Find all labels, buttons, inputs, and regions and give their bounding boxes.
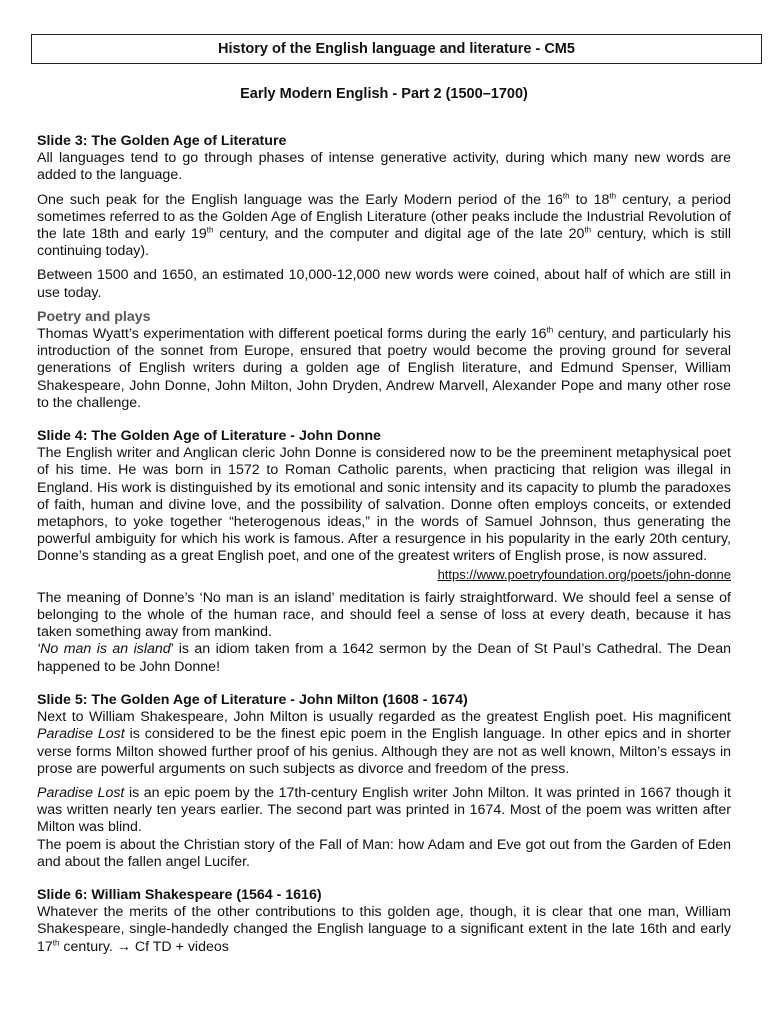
slide3-paragraph-1: All languages tend to go through phases of intense generative activity, during which many new words are added to the language. — [37, 150, 731, 184]
slide3-paragraph-3: Between 1500 and 1650, an estimated 10,000-12,000 new words were coined, about half of which are still in use today. — [37, 267, 731, 301]
slide6-heading: Slide 6: William Shakespeare (1564 - 1616) — [37, 886, 322, 903]
document-subtitle: Early Modern English - Part 2 (1500–1700) — [240, 86, 528, 102]
slide6-paragraph-1: Whatever the merits of the other contributions to this golden age, though, it is clear that one man, William Shakespeare, single-handedly changed the English language to a significant extent in the late 16th and early 17th century. → Cf TD + videos — [37, 904, 731, 955]
slide4-heading: Slide 4: The Golden Age of Literature - John Donne — [37, 428, 381, 445]
slide3-paragraph-4: Thomas Wyatt’s experimentation with different poetical forms during the early 16th century, and particularly his introduction of the sonnet from Europe, ensured that poetry would become the proving ground for several generations of English writers during a golden age of English literature, and Edmund Spenser, William Shakespeare, John Donne, John Milton, John Dryden, Andrew Marvell, Alexander Pope and many other rose to the challenge. — [37, 325, 731, 411]
source-link[interactable]: https://www.poetryfoundation.org/poets/john-donne — [437, 566, 731, 582]
document-title: History of the English language and literature - CM5 — [218, 41, 575, 57]
slide5-heading: Slide 5: The Golden Age of Literature - John Milton (1608 - 1674) — [37, 691, 468, 708]
slide3-paragraph-2: One such peak for the English language was the Early Modern period of the 16th to 18th century, a period sometimes referred to as the Golden Age of English Literature (other peaks include the Industrial Revolution of the late 18th and early 19th century, and the computer and digital age of the late 20th century, which is still continuing today). — [37, 190, 731, 260]
document-body — [37, 133, 731, 956]
slide3-heading: Slide 3: The Golden Age of Literature — [37, 133, 287, 149]
slide5-paragraph-2: Paradise Lost is an epic poem by the 17th-century English writer John Milton. It was printed in 1667 though it was written nearly ten years earlier. The second part was printed in 1674. Most of the poem was written after Milton was blind. — [37, 784, 731, 836]
slide4-paragraph-1: The English writer and Anglican cleric John Donne is considered now to be the preeminent metaphysical poet of his time. He was born in 1572 to Roman Catholic parents, when practicing that religion was illegal in England. His work is distinguished by its emotional and sonic intensity and its capacity to plumb the paradoxes of faith, human and divine love, and the possibility of salvation. Donne often employs conceits, or extended metaphors, to yoke together “heterogenous ideas,” in the words of Samuel Johnson, thus generating the powerful ambiguity for which his work is famous. After a resurgence in his popularity in the early 20th century, Donne’s standing as a great English poet, and one of the greatest writers of English prose, is now assured. — [37, 445, 731, 565]
slide4-paragraph-2: The meaning of Donne’s ‘No man is an island’ meditation is fairly straightforward. We should feel a sense of belonging to the whole of the human race, and should feel a sense of loss at every death, because it has taken something away from mankind. — [37, 589, 731, 641]
slide4-paragraph-3: ‘No man is an island’ is an idiom taken from a 1642 sermon by the Dean of St Paul’s Cathedral. The Dean happened to be John Donne! — [37, 641, 732, 675]
slide5-paragraph-1: Next to William Shakespeare, John Milton is usually regarded as the greatest English poet. His magnificent Paradise Lost is considered to be the finest epic poem in the English language. In other epics and in shorter verse forms Milton showed further proof of his genius. Although they are not as well known, Milton’s essays in prose are powerful arguments on such subjects as divorce and freedom of the press. — [37, 709, 731, 777]
document-title-box — [31, 34, 762, 64]
poetry-subheading: Poetry and plays — [37, 308, 151, 325]
slide5-paragraph-3: The poem is about the Christian story of the Fall of Man: how Adam and Eve got out from the Garden of Eden and about the fallen angel Lucifer. — [37, 836, 731, 870]
